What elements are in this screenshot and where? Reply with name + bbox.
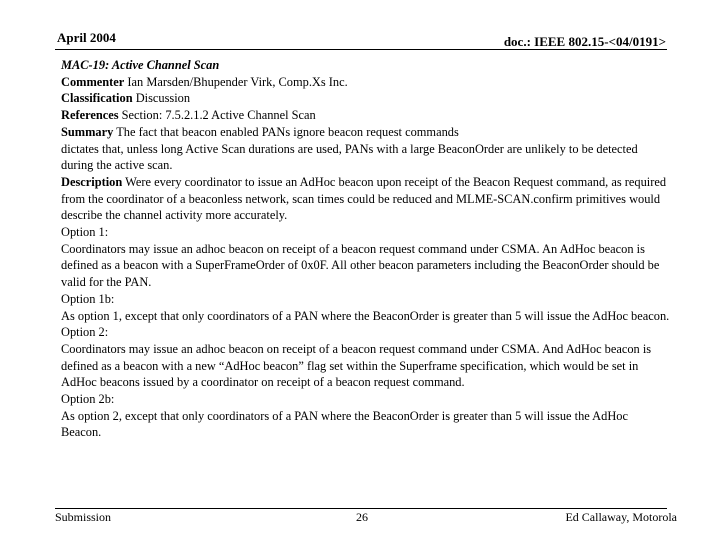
option-2b-heading: Option 2b: [61, 392, 115, 407]
references-label: References [61, 108, 119, 123]
classification-label: Classification [61, 91, 133, 106]
description-label: Description [61, 174, 123, 189]
option-1b-text: As option 1, except that only coordinators of a PAN where the BeaconOrder is greater than 5 will issue the AdHoc beacon. [61, 308, 670, 323]
option-1-heading: Option 1: [61, 225, 109, 240]
classification-line [61, 90, 671, 107]
description-paragraph [61, 174, 671, 224]
option-2-text: Coordinators may issue an adhoc beacon on receipt of a beacon request command under CSMA. And AdHoc beacon is defined as a beacon with a new “AdHoc beacon” flag set within the Superframe specification, which would be set in AdHoc beacons issued by a coordinator on receipt of a beacon request command. [61, 341, 652, 390]
summary-first-line: The fact that beacon enabled PANs ignore beacon request commands [113, 124, 459, 139]
footer-divider [55, 508, 667, 509]
option-2b-text: As option 2, except that only coordinators of a PAN where the BeaconOrder is greater than 5 will issue the AdHoc Beacon. [61, 408, 628, 440]
slide-body [61, 57, 671, 441]
header-doc-id: doc.: IEEE 802.15-<04/0191> [503, 34, 666, 49]
description-value: Were every coordinator to issue an AdHoc beacon upon receipt of the Beacon Request command, as required from the coordinator of a beaconless network, scan times could be reduced and MLME-SCAN.confirm primitives would describe the channel activity more accurately. [61, 174, 667, 223]
option-2-heading: Option 2: [61, 325, 109, 340]
classification-value: Discussion [132, 91, 191, 106]
references-line [61, 107, 671, 124]
summary-continuation: dictates that, unless long Active Scan durations are used, PANs with a large BeaconOrder are unlikely to be detected during the active scan. [61, 141, 638, 173]
footer-author: Ed Callaway, Motorola [565, 510, 677, 524]
slide-title: MAC-19: Active Channel Scan [61, 58, 220, 72]
references-value: Section: 7.5.2.1.2 Active Channel Scan [118, 108, 316, 123]
footer-submission: Submission [55, 510, 112, 524]
commenter-line [61, 74, 671, 91]
option-1-text: Coordinators may issue an adhoc beacon on receipt of a beacon request command under CSMA. An AdHoc beacon is defined as a beacon with a SuperFrameOrder of 0x0F. All other beacon parameters including the BeaconOrder should be valid for the PAN. [61, 241, 660, 290]
commenter-label: Commenter [61, 74, 125, 89]
summary-line [61, 124, 671, 141]
page-number: 26 [356, 510, 368, 524]
header-date: April 2004 [57, 30, 116, 45]
commenter-value: Ian Marsden/Bhupender Virk, Comp.Xs Inc. [124, 74, 348, 89]
summary-label: Summary [61, 124, 114, 139]
option-1b-heading: Option 1b: [61, 291, 115, 306]
header-divider [55, 49, 667, 50]
